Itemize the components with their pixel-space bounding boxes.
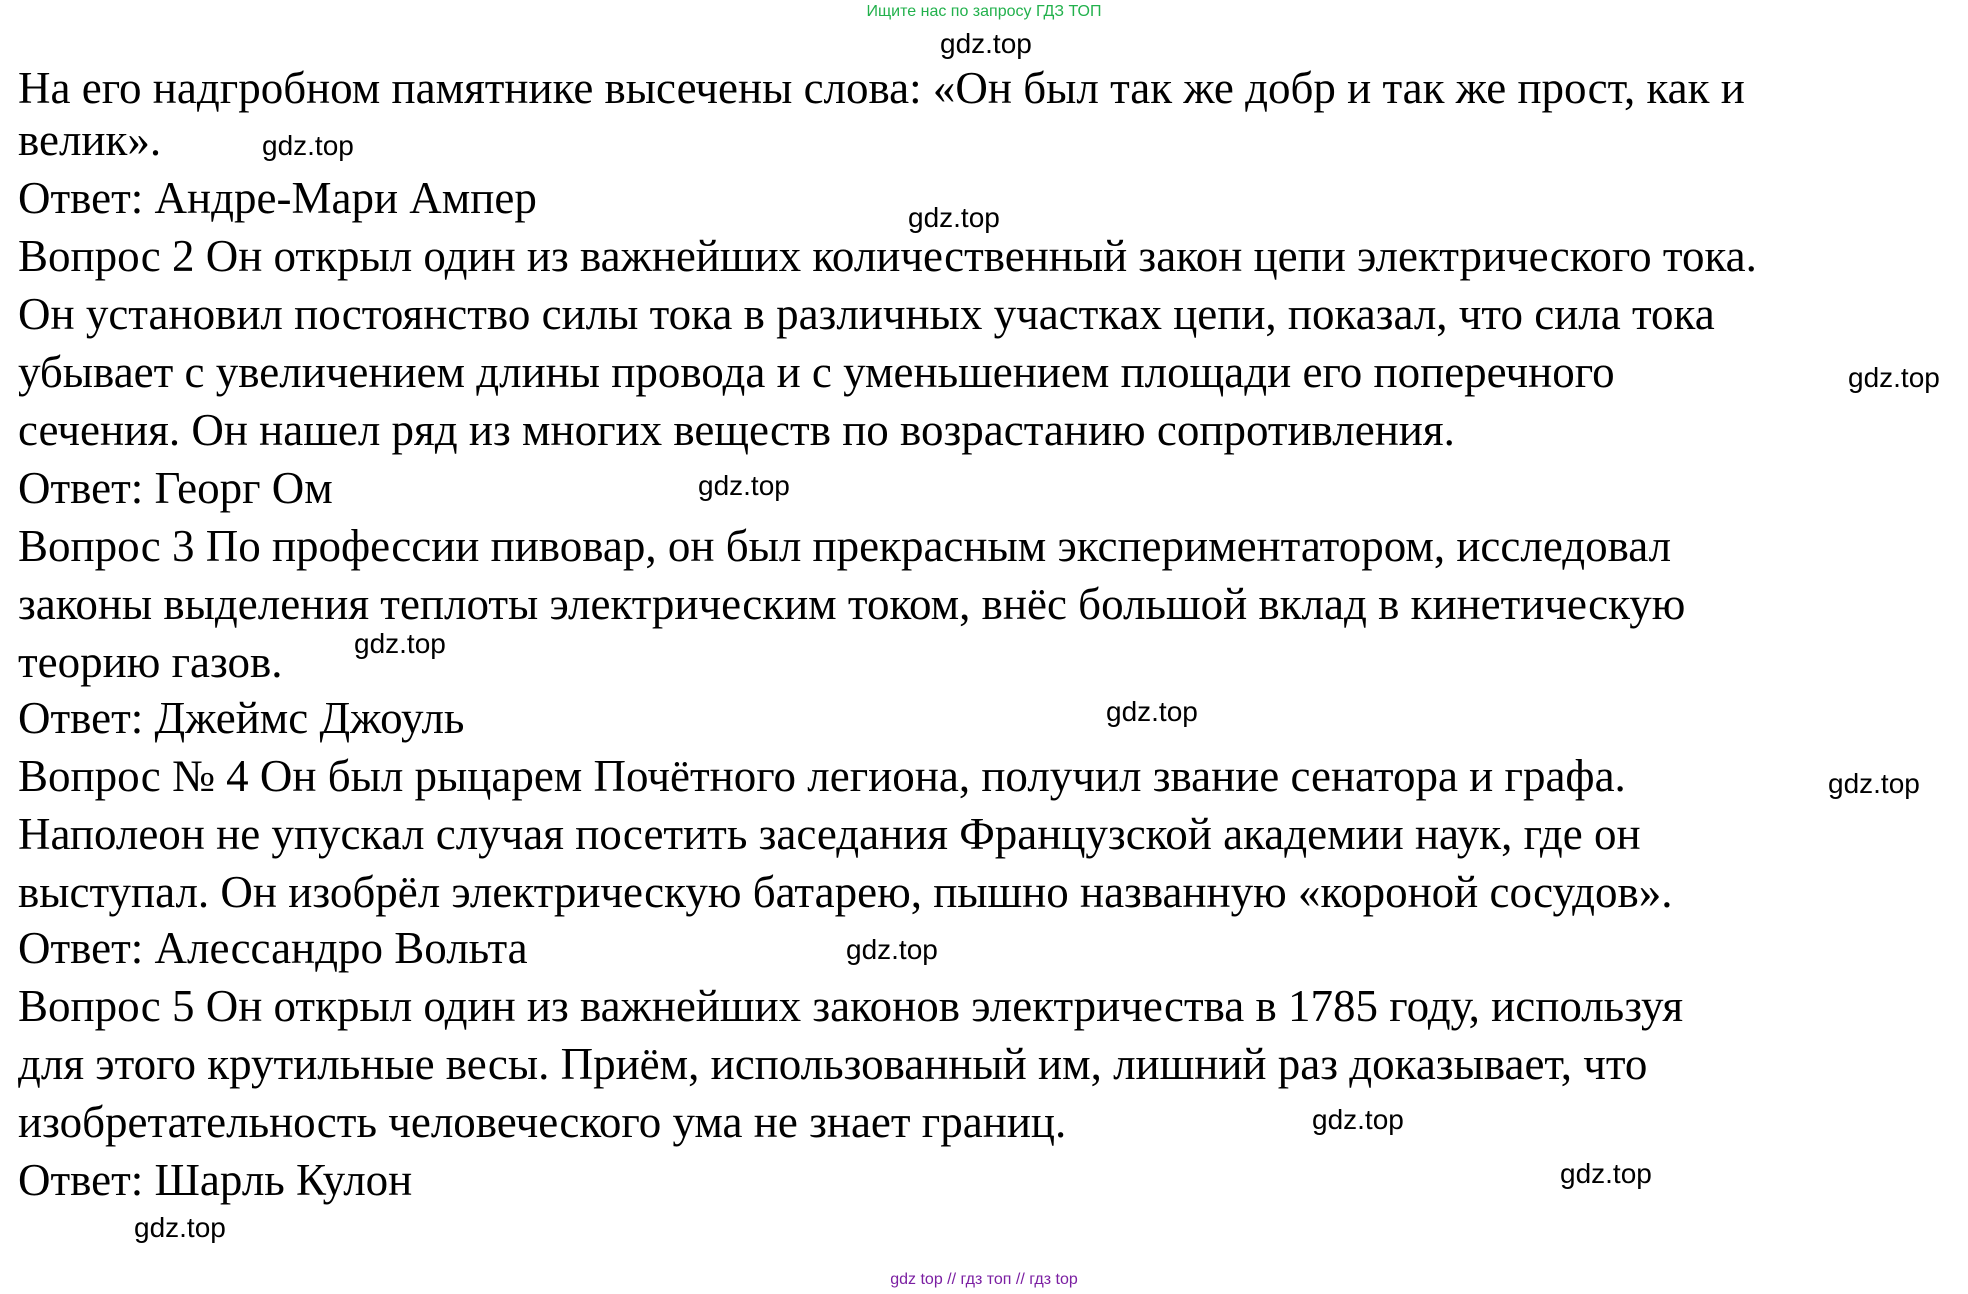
watermark: gdz.top bbox=[134, 1212, 226, 1243]
answer-line: Ответ: Шарль Кулон bbox=[18, 1155, 413, 1205]
footer-link-gdz-top-mixed[interactable]: гдз top bbox=[1029, 1271, 1078, 1288]
watermark: gdz.top bbox=[846, 934, 938, 965]
watermark: gdz.top bbox=[1312, 1104, 1404, 1135]
question-line: Вопрос 3 По профессии пивовар, он был прекрасным экспериментатором, исследовал bbox=[18, 521, 1672, 571]
text-line: для этого крутильные весы. Приём, использованный им, лишний раз доказывает, что bbox=[18, 1039, 1648, 1089]
watermark: gdz.top bbox=[940, 28, 1032, 59]
watermark: gdz.top bbox=[908, 202, 1000, 233]
question-line: Вопрос 2 Он открыл один из важнейших количественный закон цепи электрического тока. bbox=[18, 231, 1757, 281]
answer-line: Ответ: Джеймс Джоуль bbox=[18, 693, 465, 743]
text-line: На его надгробном памятнике высечены слова: «Он был так же добр и так же прост, как и bbox=[18, 63, 1745, 113]
text-line: Он установил постоянство силы тока в различных участках цепи, показал, что сила тока bbox=[18, 289, 1715, 339]
text-line: Наполеон не упускал случая посетить заседания Французской академии наук, где он bbox=[18, 809, 1641, 859]
text-line: убывает с увеличением длины провода и с уменьшением площади его поперечного bbox=[18, 347, 1615, 397]
text-line: выступал. Он изобрёл электрическую батарею, пышно названную «короной сосудов». bbox=[18, 867, 1673, 917]
footer-link-gdz-top[interactable]: gdz top bbox=[890, 1271, 943, 1288]
watermark: gdz.top bbox=[698, 470, 790, 501]
watermark: gdz.top bbox=[1106, 696, 1198, 727]
footer-link-gdz-top-ru[interactable]: гдз топ bbox=[960, 1271, 1012, 1288]
text-line: велик». bbox=[18, 115, 162, 165]
watermark: gdz.top bbox=[262, 130, 354, 161]
answer-line: Ответ: Андре-Мари Ампер bbox=[18, 173, 537, 223]
search-hint-text: Ищите нас по запросу ГДЗ ТОП bbox=[866, 3, 1102, 20]
watermark: gdz.top bbox=[354, 628, 446, 659]
watermark: gdz.top bbox=[1848, 362, 1940, 393]
footer bbox=[0, 1270, 1968, 1290]
footer-separator: // bbox=[947, 1271, 957, 1288]
text-line: изобретательность человеческого ума не знает границ. bbox=[18, 1097, 1067, 1147]
text-line: теорию газов. bbox=[18, 637, 283, 687]
footer-separator: // bbox=[1015, 1271, 1025, 1288]
text-line: законы выделения теплоты электрическим током, внёс большой вклад в кинетическую bbox=[18, 579, 1686, 629]
question-line: Вопрос № 4 Он был рыцарем Почётного легиона, получил звание сенатора и графа. bbox=[18, 751, 1626, 801]
answer-line: Ответ: Алессандро Вольта bbox=[18, 923, 528, 973]
text-line: сечения. Он нашел ряд из многих веществ по возрастанию сопротивления. bbox=[18, 405, 1455, 455]
watermark: gdz.top bbox=[1828, 768, 1920, 799]
answer-line: Ответ: Георг Ом bbox=[18, 463, 333, 513]
search-hint bbox=[0, 2, 1968, 22]
watermark: gdz.top bbox=[1560, 1158, 1652, 1189]
question-line: Вопрос 5 Он открыл один из важнейших законов электричества в 1785 году, используя bbox=[18, 981, 1684, 1031]
